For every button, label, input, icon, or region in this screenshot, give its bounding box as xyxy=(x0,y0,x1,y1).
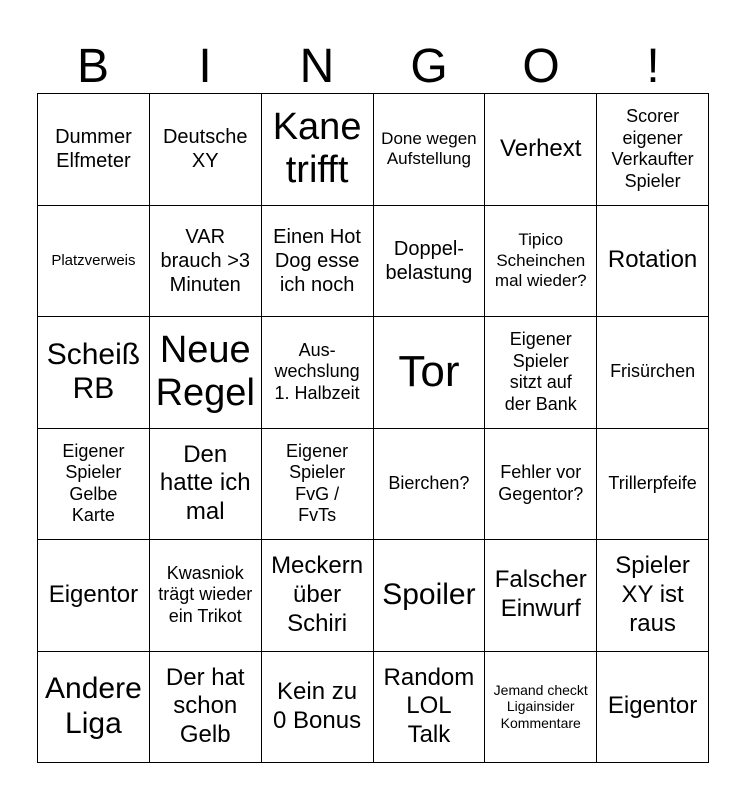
cell-text: Eigentor xyxy=(48,580,139,608)
cell-text: Einen Hot Dog esse ich noch xyxy=(273,225,361,296)
cell-text: Rotation xyxy=(607,246,698,274)
title-letter-n: N xyxy=(299,40,335,93)
title-letter-g: G xyxy=(410,40,448,93)
bingo-cell[interactable] xyxy=(374,94,486,206)
bingo-cell[interactable] xyxy=(150,540,262,652)
cell-text: Frisürchen xyxy=(610,361,696,382)
bingo-cell[interactable] xyxy=(374,429,486,541)
cell-text: Eigener Spieler Gelbe Karte xyxy=(62,440,125,526)
cell-text: Done wegen Aufstellung xyxy=(381,128,477,169)
cell-text: Andere Liga xyxy=(45,672,142,740)
bingo-cell[interactable] xyxy=(38,652,150,764)
cell-text: Eigener Spieler sitzt auf der Bank xyxy=(504,329,577,414)
bingo-cell[interactable] xyxy=(38,94,150,206)
bingo-cell[interactable] xyxy=(485,94,597,206)
cell-text: Jemand checkt Ligainsider Kommentare xyxy=(493,681,588,732)
bingo-cell[interactable] xyxy=(262,540,374,652)
bingo-cell[interactable] xyxy=(150,94,262,206)
bingo-cell[interactable] xyxy=(38,206,150,318)
bingo-cell[interactable] xyxy=(38,540,150,652)
cell-text: Der hat schon Gelb xyxy=(165,663,245,749)
bingo-title xyxy=(37,40,709,94)
bingo-cell[interactable] xyxy=(262,429,374,541)
bingo-cell[interactable] xyxy=(597,652,709,764)
cell-text: Platzverweis xyxy=(51,251,136,269)
bingo-cell[interactable] xyxy=(485,317,597,429)
cell-text: Verhext xyxy=(500,134,582,162)
cell-text: VAR brauch >3 Minuten xyxy=(160,225,250,296)
cell-text: Spieler XY ist raus xyxy=(615,552,690,637)
bingo-cell[interactable] xyxy=(597,429,709,541)
cell-text: Tor xyxy=(398,346,460,396)
cell-text: Dummer Elfmeter xyxy=(55,126,132,173)
cell-text: Falscher Einwurf xyxy=(494,566,587,623)
cell-text: Tipico Scheinchen mal wieder? xyxy=(494,230,587,290)
title-letter-exclamation: ! xyxy=(646,40,660,93)
bingo-cell[interactable] xyxy=(150,652,262,764)
cell-text: Eigentor xyxy=(607,692,698,720)
bingo-cell[interactable] xyxy=(150,317,262,429)
title-letter-b: B xyxy=(76,40,109,93)
bingo-cell[interactable] xyxy=(485,429,597,541)
bingo-cell[interactable] xyxy=(597,540,709,652)
cell-text: Scorer eigener Verkaufter Spieler xyxy=(611,106,694,191)
cell-text: Kein zu 0 Bonus xyxy=(273,677,362,734)
cell-text: Kwasniok trägt wieder ein Trikot xyxy=(158,562,253,627)
cell-text: Spoiler xyxy=(382,578,476,611)
cell-text: Eigener Spieler FvG / FvTs xyxy=(286,440,349,526)
bingo-cell[interactable] xyxy=(38,429,150,541)
bingo-cell[interactable] xyxy=(485,206,597,318)
bingo-cell[interactable] xyxy=(262,652,374,764)
bingo-cell[interactable] xyxy=(262,94,374,206)
bingo-cell[interactable] xyxy=(485,540,597,652)
cell-text: Bierchen? xyxy=(388,472,470,493)
bingo-cell[interactable] xyxy=(485,652,597,764)
bingo-cell[interactable] xyxy=(374,317,486,429)
bingo-cell[interactable] xyxy=(597,206,709,318)
cell-text: Doppel-belastung xyxy=(385,237,473,284)
title-letter-i: I xyxy=(198,40,212,93)
bingo-cell[interactable] xyxy=(374,540,486,652)
cell-text: Kane trifft xyxy=(272,105,362,192)
bingo-cell[interactable] xyxy=(262,317,374,429)
bingo-cell[interactable] xyxy=(374,652,486,764)
cell-text: Neue Regel xyxy=(155,328,255,415)
bingo-cell[interactable] xyxy=(597,317,709,429)
cell-text: Deutsche XY xyxy=(162,126,248,173)
cell-text: Aus-wechslung 1. Halbzeit xyxy=(274,339,360,404)
bingo-cell[interactable] xyxy=(262,206,374,318)
cell-text: Trillerpfeife xyxy=(608,472,697,493)
bingo-cell[interactable] xyxy=(374,206,486,318)
bingo-grid xyxy=(37,93,709,763)
bingo-cell[interactable] xyxy=(150,206,262,318)
cell-text: Meckern über Schiri xyxy=(271,552,364,637)
cell-text: Den hatte ich mal xyxy=(159,440,251,526)
title-letter-o: O xyxy=(522,40,560,93)
bingo-cell[interactable] xyxy=(150,429,262,541)
cell-text: Fehler vor Gegentor? xyxy=(498,462,584,504)
cell-text: Random LOL Talk xyxy=(383,663,475,749)
bingo-cell[interactable] xyxy=(38,317,150,429)
bingo-cell[interactable] xyxy=(597,94,709,206)
cell-text: Scheiß RB xyxy=(46,337,141,406)
